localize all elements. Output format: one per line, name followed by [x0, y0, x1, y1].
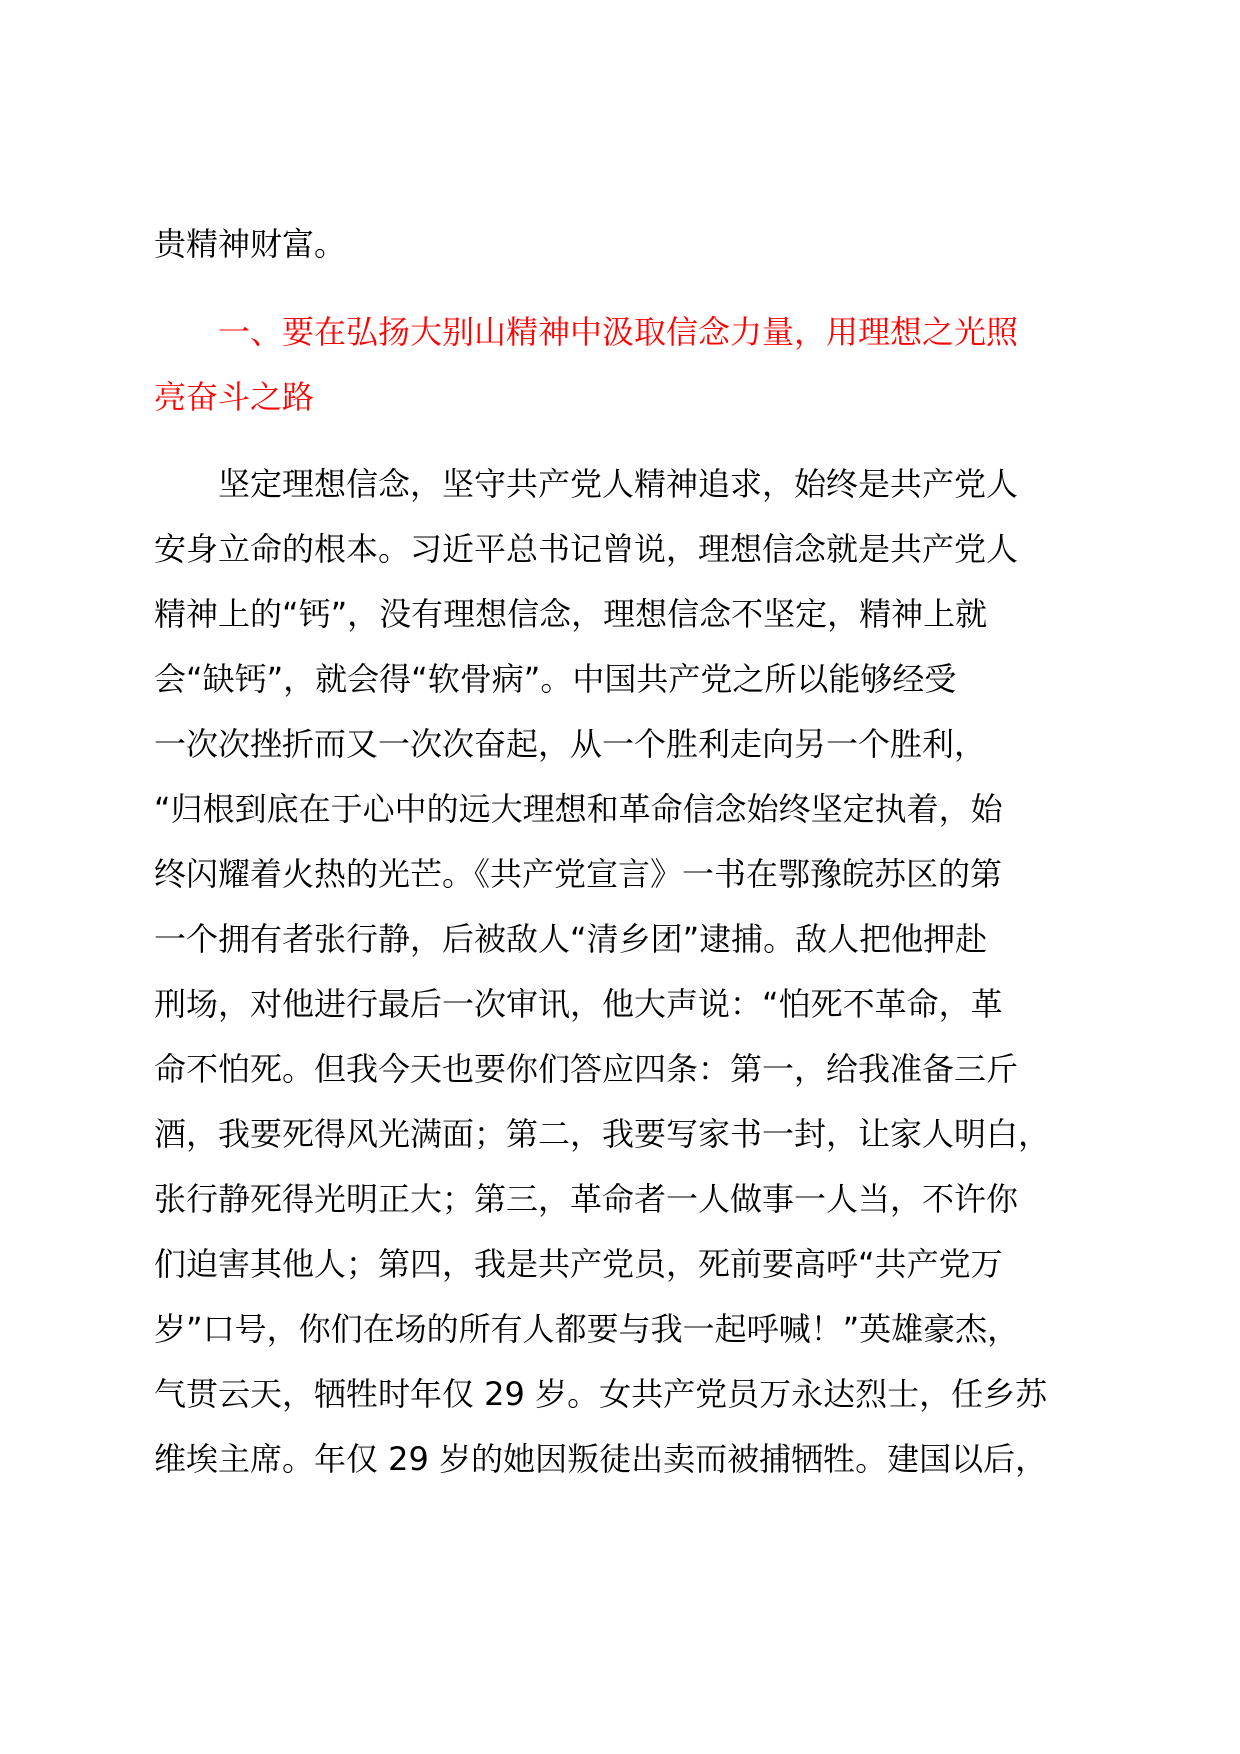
paragraph-continuation — [154, 212, 1094, 277]
text-line: 张行静死得光明正大；第三，革命者一人做事一人当，不许你 — [154, 1180, 1019, 1218]
text-line: 会“缺钙”，就会得“软骨病”。中国共产党之所以能够经受 — [154, 660, 957, 698]
text-line: 终闪耀着火热的光芒。《共产党宣言》一书在鄂豫皖苏区的第 — [154, 855, 1003, 893]
heading-line: 亮奋斗之路 — [154, 378, 315, 416]
text-line: 安身立命的根本。习近平总书记曾说，理想信念就是共产党人 — [154, 530, 1019, 568]
section-heading — [154, 300, 1094, 430]
text-line: 坚定理想信念，坚守共产党人精神追求，始终是共产党人 — [218, 465, 1019, 503]
text-line: 维埃主席。年仅 29 岁的她因叛徒出卖而被捕牺牲。建国以后， — [154, 1440, 1048, 1478]
text-line: 酒，我要死得风光满面；第二，我要写家书一封，让家人明白， — [154, 1115, 1051, 1153]
text-line: 岁”口号，你们在场的所有人都要与我一起呼喊！”英雄豪杰， — [154, 1310, 1020, 1348]
text-line: 精神上的“钙”，没有理想信念，理想信念不坚定，精神上就 — [154, 595, 988, 633]
text-line: 们迫害其他人；第四，我是共产党员，死前要高呼“共产党万 — [154, 1245, 1003, 1283]
text-line: 命不怕死。但我今天也要你们答应四条：第一，给我准备三斤 — [154, 1050, 1019, 1088]
text-line: “归根到底在于心中的远大理想和革命信念始终坚定执着，始 — [154, 790, 1003, 828]
text-line: 贵精神财富。 — [154, 225, 347, 263]
text-line: 一个拥有者张行静，后被敌人“清乡团”逮捕。敌人把他押赴 — [154, 920, 988, 958]
text-line: 一次次挫折而又一次次奋起，从一个胜利走向另一个胜利， — [154, 725, 987, 763]
body-paragraph — [154, 452, 1094, 1492]
text-line: 气贯云天，牺牲时年仅 29 岁。女共产党员万永达烈士，任乡苏 — [154, 1375, 1048, 1413]
heading-line: 一、要在弘扬大别山精神中汲取信念力量，用理想之光照 — [218, 313, 1019, 351]
text-line: 刑场，对他进行最后一次审讯，他大声说：“怕死不革命，革 — [154, 985, 1003, 1023]
